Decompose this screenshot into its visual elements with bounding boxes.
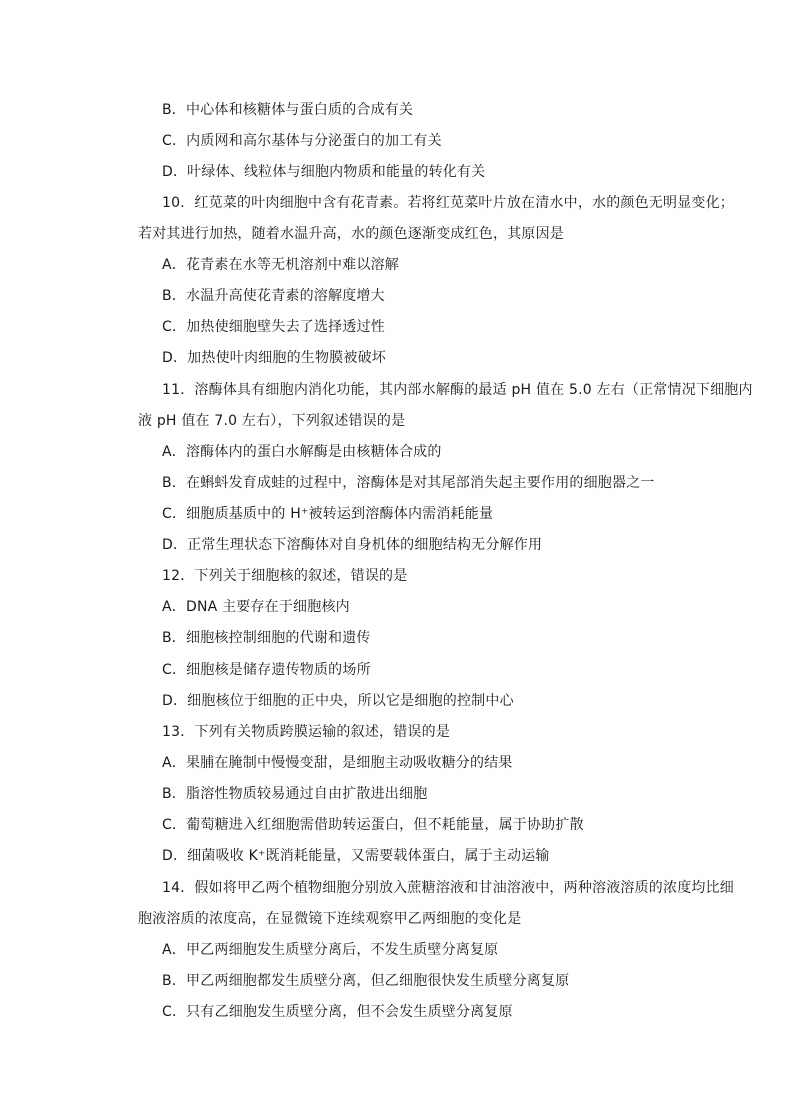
- q10-option-d: D．加热使叶肉细胞的生物膜被破坏: [162, 350, 386, 366]
- q10-option-c: C．加热使细胞壁失去了选择透过性: [162, 319, 385, 335]
- q10-stem: 10．红苋菜的叶肉细胞中含有花青素。若将红苋菜叶片放在清水中，水的颜色无明显变化；: [162, 195, 735, 211]
- q10-option-b: B．水温升高使花青素的溶解度增大: [162, 288, 385, 304]
- q10-option-a: A．花青素在水等无机溶剂中难以溶解: [162, 257, 399, 273]
- q13-option-b: B．脂溶性物质较易通过自由扩散进出细胞: [162, 786, 428, 802]
- q13-stem: 13．下列有关物质跨膜运输的叙述，错误的是: [162, 724, 451, 740]
- q12-option-a: A．DNA 主要存在于细胞核内: [162, 599, 350, 615]
- q13-option-d: D．细菌吸收 K⁺既消耗能量，又需要载体蛋白，属于主动运输: [162, 848, 550, 864]
- q12-option-b: B．细胞核控制细胞的代谢和遗传: [162, 630, 371, 646]
- q11-option-d: D．正常生理状态下溶酶体对自身机体的细胞结构无分解作用: [162, 537, 543, 553]
- q12-option-d: D．细胞核位于细胞的正中央，所以它是细胞的控制中心: [162, 693, 514, 709]
- q14-stem: 14．假如将甲乙两个植物细胞分别放入蔗糖溶液和甘油溶液中，两种溶液溶质的浓度均比细: [162, 880, 735, 896]
- q14-option-a: A．甲乙两细胞发生质壁分离后，不发生质壁分离复原: [162, 942, 499, 958]
- q14-option-b: B．甲乙两细胞都发生质壁分离，但乙细胞很快发生质壁分离复原: [162, 973, 570, 989]
- q9-option-d: D．叶绿体、线粒体与细胞内物质和能量的转化有关: [162, 164, 486, 180]
- q13-option-a: A．果脯在腌制中慢慢变甜，是细胞主动吸收糖分的结果: [162, 755, 513, 771]
- q14-option-c: C．只有乙细胞发生质壁分离，但不会发生质壁分离复原: [162, 1004, 513, 1020]
- q12-stem: 12．下列关于细胞核的叙述，错误的是: [162, 568, 408, 584]
- q10-stem-cont: 若对其进行加热，随着水温升高，水的颜色逐渐变成红色，其原因是: [138, 226, 564, 242]
- q11-stem: 11．溶酶体具有细胞内消化功能，其内部水解酶的最适 pH 值在 5.0 左右（正常情况下细胞内: [162, 382, 753, 398]
- q11-option-c: C．细胞质基质中的 H⁺被转运到溶酶体内需消耗能量: [162, 506, 494, 522]
- q11-option-a: A．溶酶体内的蛋白水解酶是由核糖体合成的: [162, 444, 442, 460]
- q12-option-c: C．细胞核是储存遗传物质的场所: [162, 662, 371, 678]
- q14-stem-cont: 胞液溶质的浓度高，在显微镜下连续观察甲乙两细胞的变化是: [138, 911, 522, 927]
- q11-stem-cont: 液 pH 值在 7.0 左右），下列叙述错误的是: [138, 413, 406, 429]
- q11-option-b: B．在蝌蚪发育成蛙的过程中，溶酶体是对其尾部消失起主要作用的细胞器之一: [162, 475, 655, 491]
- q9-option-b: B．中心体和核糖体与蛋白质的合成有关: [162, 102, 414, 118]
- q9-option-c: C．内质网和高尔基体与分泌蛋白的加工有关: [162, 133, 442, 149]
- q13-option-c: C．葡萄糖进入红细胞需借助转运蛋白，但不耗能量，属于协助扩散: [162, 817, 584, 833]
